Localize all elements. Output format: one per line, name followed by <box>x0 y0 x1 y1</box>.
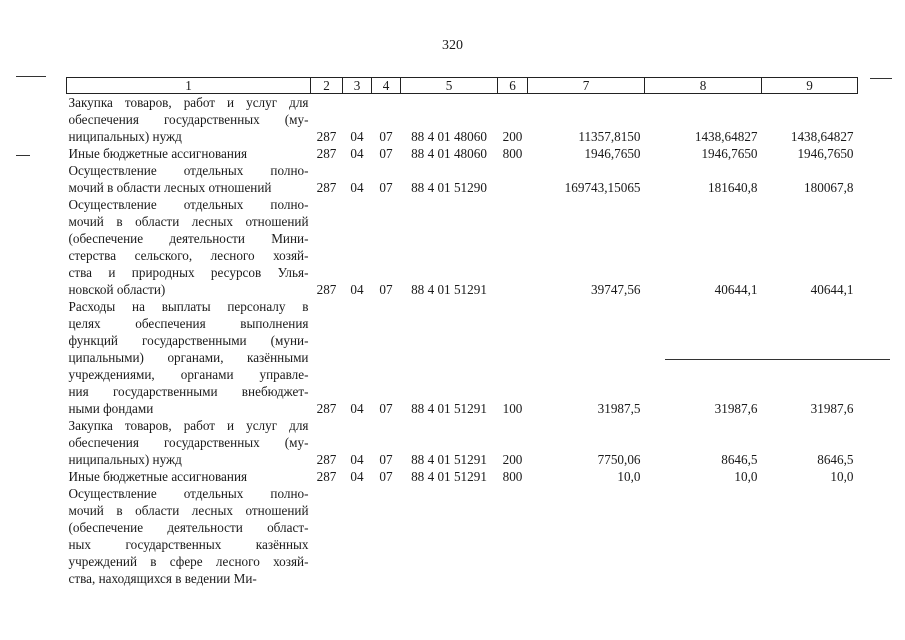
section-code: 04 <box>350 146 364 161</box>
amount-col8: 1946,7650 <box>701 146 758 161</box>
description-line: целях обеспечения выполнения <box>68 316 309 331</box>
amount-col8: 10,0 <box>734 469 758 484</box>
column-header-1: 1 <box>67 78 311 94</box>
description-line: ниципальных) нужд <box>68 129 182 144</box>
section-code: 04 <box>350 452 364 467</box>
row-description <box>67 417 311 468</box>
table-body <box>67 94 858 588</box>
header-row <box>67 78 858 94</box>
description-line: Расходы на выплаты персоналу в <box>68 299 309 314</box>
subsection-code: 07 <box>379 282 393 297</box>
amount-col8: 181640,8 <box>708 180 758 195</box>
description-line: учреждений в сфере лесного хозяй- <box>68 554 309 569</box>
section-code: 04 <box>350 401 364 416</box>
description-line: мочий в области лесных отношений <box>68 180 272 195</box>
description-line: ства и природных ресурсов Улья- <box>68 265 309 280</box>
budget-table <box>66 77 858 587</box>
ministry-code: 287 <box>316 401 337 416</box>
table-row <box>67 162 858 196</box>
description-line: Закупка товаров, работ и услуг для <box>68 418 309 433</box>
row-description <box>67 485 311 587</box>
expense-type-code <box>498 196 528 298</box>
description-line: мочий в области лесных отношений <box>68 214 309 229</box>
amount-col8: 31987,6 <box>714 401 758 416</box>
amount-col9: 1946,7650 <box>797 146 854 161</box>
description-line: (обеспечение деятельности Мини- <box>68 231 309 246</box>
target-article-code: 88 4 01 48060 <box>411 129 487 144</box>
target-article-code <box>401 485 498 587</box>
subsection-code: 07 <box>379 180 393 195</box>
table-row <box>67 417 858 468</box>
row-description <box>67 94 311 146</box>
description-line: учреждениями, органами управле- <box>68 367 309 382</box>
table-row <box>67 145 858 162</box>
description-line: обеспечения государственных (му- <box>68 435 309 450</box>
table-row <box>67 468 858 485</box>
amount-col7: 10,0 <box>617 469 641 484</box>
table-row <box>67 485 858 587</box>
target-article-code: 88 4 01 51291 <box>411 469 487 484</box>
row-description <box>67 196 311 298</box>
target-article-code: 88 4 01 51291 <box>411 452 487 467</box>
row-description <box>67 162 311 196</box>
column-header-4: 4 <box>372 78 401 94</box>
amount-col8: 1438,64827 <box>694 129 758 144</box>
ministry-code <box>311 485 343 587</box>
target-article-code: 88 4 01 51291 <box>411 401 487 416</box>
row-description <box>67 468 311 485</box>
table-row <box>67 94 858 146</box>
ministry-code: 287 <box>316 469 337 484</box>
page-number: 320 <box>442 38 463 53</box>
column-header-3: 3 <box>343 78 372 94</box>
amount-col7: 7750,06 <box>597 452 641 467</box>
amount-col7: 31987,5 <box>597 401 641 416</box>
column-header-9: 9 <box>762 78 858 94</box>
subsection-code: 07 <box>379 129 393 144</box>
amount-col9 <box>762 485 858 587</box>
expense-type-code: 200 <box>502 129 523 144</box>
description-line: Осуществление отдельных полно- <box>68 197 309 212</box>
description-line: Осуществление отдельных полно- <box>68 163 309 178</box>
description-line: ных государственных казённых <box>68 537 309 552</box>
amount-col9: 10,0 <box>830 469 854 484</box>
subsection-code: 07 <box>379 146 393 161</box>
description-line: функций государственными (муни- <box>68 333 309 348</box>
ministry-code: 287 <box>316 146 337 161</box>
amount-col9: 31987,6 <box>810 401 854 416</box>
description-line: ниципальных) нужд <box>68 452 182 467</box>
amount-col9: 180067,8 <box>804 180 854 195</box>
ministry-code: 287 <box>316 452 337 467</box>
description-line: ства, находящихся в ведении Ми- <box>68 571 257 586</box>
table-row <box>67 196 858 298</box>
expense-type-code: 800 <box>502 146 523 161</box>
column-header-5: 5 <box>401 78 498 94</box>
row-description <box>67 298 311 417</box>
row-description <box>67 145 311 162</box>
amount-col9: 8646,5 <box>817 452 854 467</box>
section-code: 04 <box>350 469 364 484</box>
amount-col7: 1946,7650 <box>584 146 641 161</box>
description-line: Иные бюджетные ассигнования <box>68 146 248 161</box>
expense-type-code <box>498 162 528 196</box>
column-header-2: 2 <box>311 78 343 94</box>
section-code: 04 <box>350 129 364 144</box>
amount-col8: 40644,1 <box>714 282 758 297</box>
description-line: ными фондами <box>68 401 154 416</box>
column-header-6: 6 <box>498 78 528 94</box>
description-line: Осуществление отдельных полно- <box>68 486 309 501</box>
subsection-code: 07 <box>379 452 393 467</box>
description-line: ципальными) органами, казёнными <box>68 350 309 365</box>
description-line: Закупка товаров, работ и услуг для <box>68 95 309 110</box>
description-line: мочий в области лесных отношений <box>68 503 309 518</box>
description-line: обеспечения государственных (му- <box>68 112 309 127</box>
amount-col8: 8646,5 <box>721 452 758 467</box>
expense-type-code: 200 <box>502 452 523 467</box>
target-article-code: 88 4 01 48060 <box>411 146 487 161</box>
amount-col9: 40644,1 <box>810 282 854 297</box>
ministry-code: 287 <box>316 180 337 195</box>
table-row <box>67 298 858 417</box>
amount-col7 <box>528 485 645 587</box>
column-header-7: 7 <box>528 78 645 94</box>
subsection-code <box>372 485 401 587</box>
scan-mark <box>16 155 30 156</box>
ministry-code: 287 <box>316 282 337 297</box>
expense-type-code <box>498 485 528 587</box>
amount-col7: 169743,15065 <box>564 180 641 195</box>
scan-mark <box>16 76 46 77</box>
column-header-8: 8 <box>645 78 762 94</box>
section-code <box>343 485 372 587</box>
section-code: 04 <box>350 282 364 297</box>
description-line: (обеспечение деятельности област- <box>68 520 309 535</box>
expense-type-code: 100 <box>502 401 523 416</box>
target-article-code: 88 4 01 51290 <box>411 180 487 195</box>
description-line: стерства сельского, лесного хозяй- <box>68 248 309 263</box>
section-code: 04 <box>350 180 364 195</box>
subsection-code: 07 <box>379 401 393 416</box>
ministry-code: 287 <box>316 129 337 144</box>
amount-col7: 11357,8150 <box>578 129 641 144</box>
amount-col8 <box>645 485 762 587</box>
description-line: ния государственными внебюджет- <box>68 384 309 399</box>
subsection-code: 07 <box>379 469 393 484</box>
target-article-code: 88 4 01 51291 <box>411 282 487 297</box>
expense-type-code: 800 <box>502 469 523 484</box>
description-line: новской области) <box>68 282 166 297</box>
description-line: Иные бюджетные ассигнования <box>68 469 248 484</box>
scan-mark <box>870 78 892 79</box>
amount-col9: 1438,64827 <box>790 129 854 144</box>
amount-col7: 39747,56 <box>591 282 641 297</box>
